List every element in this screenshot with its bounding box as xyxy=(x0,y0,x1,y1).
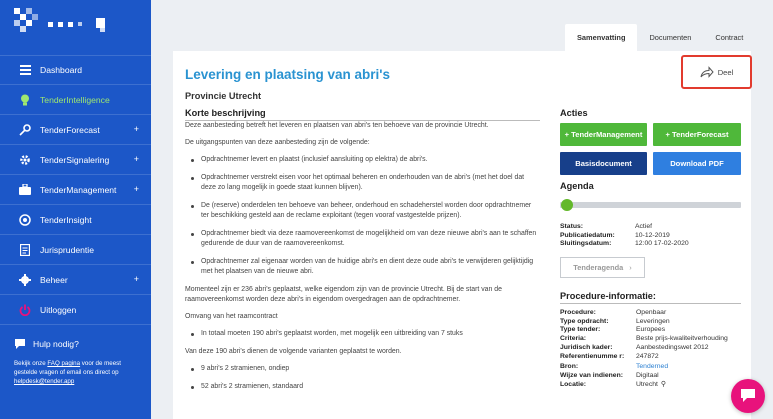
procedure-row: Locatie: Utrecht ⚲ xyxy=(560,380,666,388)
tab-documenten[interactable]: Documenten xyxy=(649,33,692,42)
sidebar-item-beheer[interactable] xyxy=(0,265,151,295)
sidebar-item-dashboard[interactable] xyxy=(0,55,151,85)
chat-icon xyxy=(740,388,756,405)
list-item: 9 abri's 2 stramienen, ondiep xyxy=(185,364,540,374)
sidebar-item-label: Beheer xyxy=(40,274,68,285)
description-intro: Deze aanbesteding betreft het leveren en plaatsen van abri's ten behoeve van de provincie Utrecht. xyxy=(185,122,489,129)
list-item: De (reserve) onderdelen ten behoeve van beheer, onderhoud en schadeherstel worden door opdrachtnemer ter beschikking gesteld aan de reclame exploitant (tegen vooraf vastgestelde prijzen). xyxy=(185,201,540,221)
procedure-row: Bron: Tenderned xyxy=(560,363,669,371)
location-pin-icon: ⚲ xyxy=(660,380,666,388)
expand-icon[interactable]: + xyxy=(133,274,139,284)
procedure-row: Referentienumme r: 247872 xyxy=(560,352,659,360)
add-tendermanagement-button[interactable]: + TenderManagement xyxy=(560,123,647,146)
tab-contract[interactable]: Contract xyxy=(715,33,744,42)
list-item: Opdrachtnemer levert en plaatst (inclusief aansluiting op elektra) de abri's. xyxy=(185,155,540,165)
sidebar-item-tendersignalering[interactable] xyxy=(0,145,151,175)
expand-icon[interactable]: + xyxy=(133,184,139,194)
logo[interactable] xyxy=(14,8,134,42)
variants-list xyxy=(185,364,540,392)
settings-icon xyxy=(19,274,31,286)
sidebar-item-label: TenderIntelligence xyxy=(40,94,110,105)
procedure-divider xyxy=(560,303,741,304)
briefcase-icon xyxy=(19,184,31,196)
tender-card xyxy=(173,51,751,419)
target-icon xyxy=(19,214,31,226)
sidebar-item-label: Uitloggen xyxy=(40,304,77,315)
sidebar-item-uitloggen[interactable] xyxy=(0,295,151,325)
scope-title: Omvang van het raamcontract xyxy=(185,313,278,320)
scope-list xyxy=(185,329,540,339)
sidebar-item-tenderintelligence[interactable] xyxy=(0,85,151,115)
sidebar-item-label: TenderManagement xyxy=(40,184,117,195)
helpdesk-email-link[interactable]: helpdesk@tender.app xyxy=(14,378,75,385)
procedure-row: Procedure: Openbaar xyxy=(560,309,667,316)
chevron-right-icon: › xyxy=(629,263,632,272)
share-button[interactable] xyxy=(681,55,752,89)
organisation-name: Provincie Utrecht xyxy=(185,91,262,101)
sidebar-item-label: TenderInsight xyxy=(40,214,92,225)
help-text-1: Bekijk onze xyxy=(14,360,48,367)
agenda-details xyxy=(560,223,689,249)
add-tenderforecast-button[interactable]: + TenderForecast xyxy=(653,123,741,146)
agenda-row-publicatie: Publicatiedatum: 10-12-2019 xyxy=(560,231,670,239)
tab-samenvatting[interactable]: Samenvatting xyxy=(565,24,637,51)
chat-button[interactable] xyxy=(731,379,765,413)
sidebar-item-label: TenderSignalering xyxy=(40,154,110,165)
procedure-row: Type opdracht: Leveringen xyxy=(560,317,670,325)
document-icon xyxy=(19,244,31,256)
expand-icon[interactable]: + xyxy=(133,154,139,164)
menu-icon xyxy=(19,64,31,76)
faq-link[interactable]: FAQ pagina xyxy=(47,360,81,367)
sidebar-item-label: Dashboard xyxy=(40,65,83,75)
agenda-timeline xyxy=(560,202,741,208)
list-item: In totaal moeten 190 abri's geplaatst worden, met mogelijk een uitbreiding van 7 stuks xyxy=(185,329,540,339)
logout-icon xyxy=(19,304,31,316)
procedure-row: Wijze van indienen: Digitaal xyxy=(560,371,659,379)
starting-points-list xyxy=(185,155,540,277)
gear-icon xyxy=(19,154,31,166)
procedure-row: Type tender: Europees xyxy=(560,326,666,334)
help-title-text: Hulp nodig? xyxy=(33,339,79,349)
sidebar xyxy=(0,0,151,419)
detail-tabs xyxy=(565,24,755,51)
download-pdf-button[interactable]: Download PDF xyxy=(653,152,741,175)
variants-title: Van deze 190 abri's dienen de volgende varianten geplaatst te worden. xyxy=(185,348,402,355)
sidebar-item-tenderforecast[interactable] xyxy=(0,115,151,145)
procedure-row: Criteria: Beste prijs-kwaliteitverhouding xyxy=(560,335,728,343)
agenda-row-status: Status: Actief xyxy=(560,223,652,230)
sidebar-item-label: Jurisprudentie xyxy=(40,244,94,255)
agenda-title: Agenda xyxy=(560,181,594,191)
description-body xyxy=(185,121,540,400)
list-item: Opdrachtnemer zal eigenaar worden van de huidige abri's en dient deze oude abri's te verwijderen gelijktijdig met het plaatsen van de nieuwe abri. xyxy=(185,257,540,277)
list-item: Opdrachtnemer biedt via deze raamovereenkomst de mogelijkheid om van deze nieuwe abri's aan te schaffen gedurende de duur van de raamovereenkomst. xyxy=(185,229,540,249)
page-title: Levering en plaatsing van abri's xyxy=(185,67,391,82)
description-current: Momenteel zijn er 236 abri's geplaatst, welke eigendom zijn van de provincie Utrecht. Bij de start van de raamovereenkomst worden deze abri's in eigendom overgedragen aan de opdrachtnemer. xyxy=(185,286,502,303)
procedure-details xyxy=(560,309,741,389)
share-label: Deel xyxy=(717,67,734,77)
list-item: Opdrachtnemer verstrekt eisen voor het optimaal beheren en onderhouden van de abri's (met het doel dat deze zo lang mogelijk in goede staat kunnen blijven). xyxy=(185,173,540,193)
procedure-row: Juridisch kader: Aanbestedingswet 2012 xyxy=(560,343,709,351)
lightbulb-icon xyxy=(19,94,31,106)
description-starting-points: De uitgangspunten van deze aanbesteding zijn de volgende: xyxy=(185,139,370,146)
chat-bubble-icon xyxy=(14,338,26,350)
procedure-title: Procedure-informatie: xyxy=(560,291,656,301)
list-item: 52 abri's 2 stramienen, standaard xyxy=(185,382,540,392)
help-box xyxy=(14,338,142,386)
actions-title: Acties xyxy=(560,108,588,118)
expand-icon[interactable]: + xyxy=(133,124,139,134)
agenda-row-sluiting: Sluitingsdatum: 12:00 17-02-2020 xyxy=(560,240,689,248)
description-title: Korte beschrijving xyxy=(185,108,266,118)
tenderagenda-button[interactable] xyxy=(560,257,645,278)
key-icon xyxy=(19,124,31,136)
help-title xyxy=(14,338,142,350)
tenderagenda-label: Tenderagenda xyxy=(573,263,624,272)
sidebar-item-tendermanagement[interactable] xyxy=(0,175,151,205)
timeline-marker xyxy=(561,199,573,211)
basisdocument-button[interactable]: Basisdocument xyxy=(560,152,647,175)
sidebar-item-label: TenderForecast xyxy=(40,124,100,135)
help-text-2: voor de meest gestelde vragen of email ons direct op xyxy=(14,360,121,376)
source-link[interactable]: Tenderned xyxy=(636,363,669,371)
help-text xyxy=(14,359,142,386)
sidebar-item-jurisprudentie[interactable] xyxy=(0,235,151,265)
sidebar-nav xyxy=(0,55,151,325)
share-icon xyxy=(700,66,714,78)
sidebar-item-tenderinsight[interactable] xyxy=(0,205,151,235)
